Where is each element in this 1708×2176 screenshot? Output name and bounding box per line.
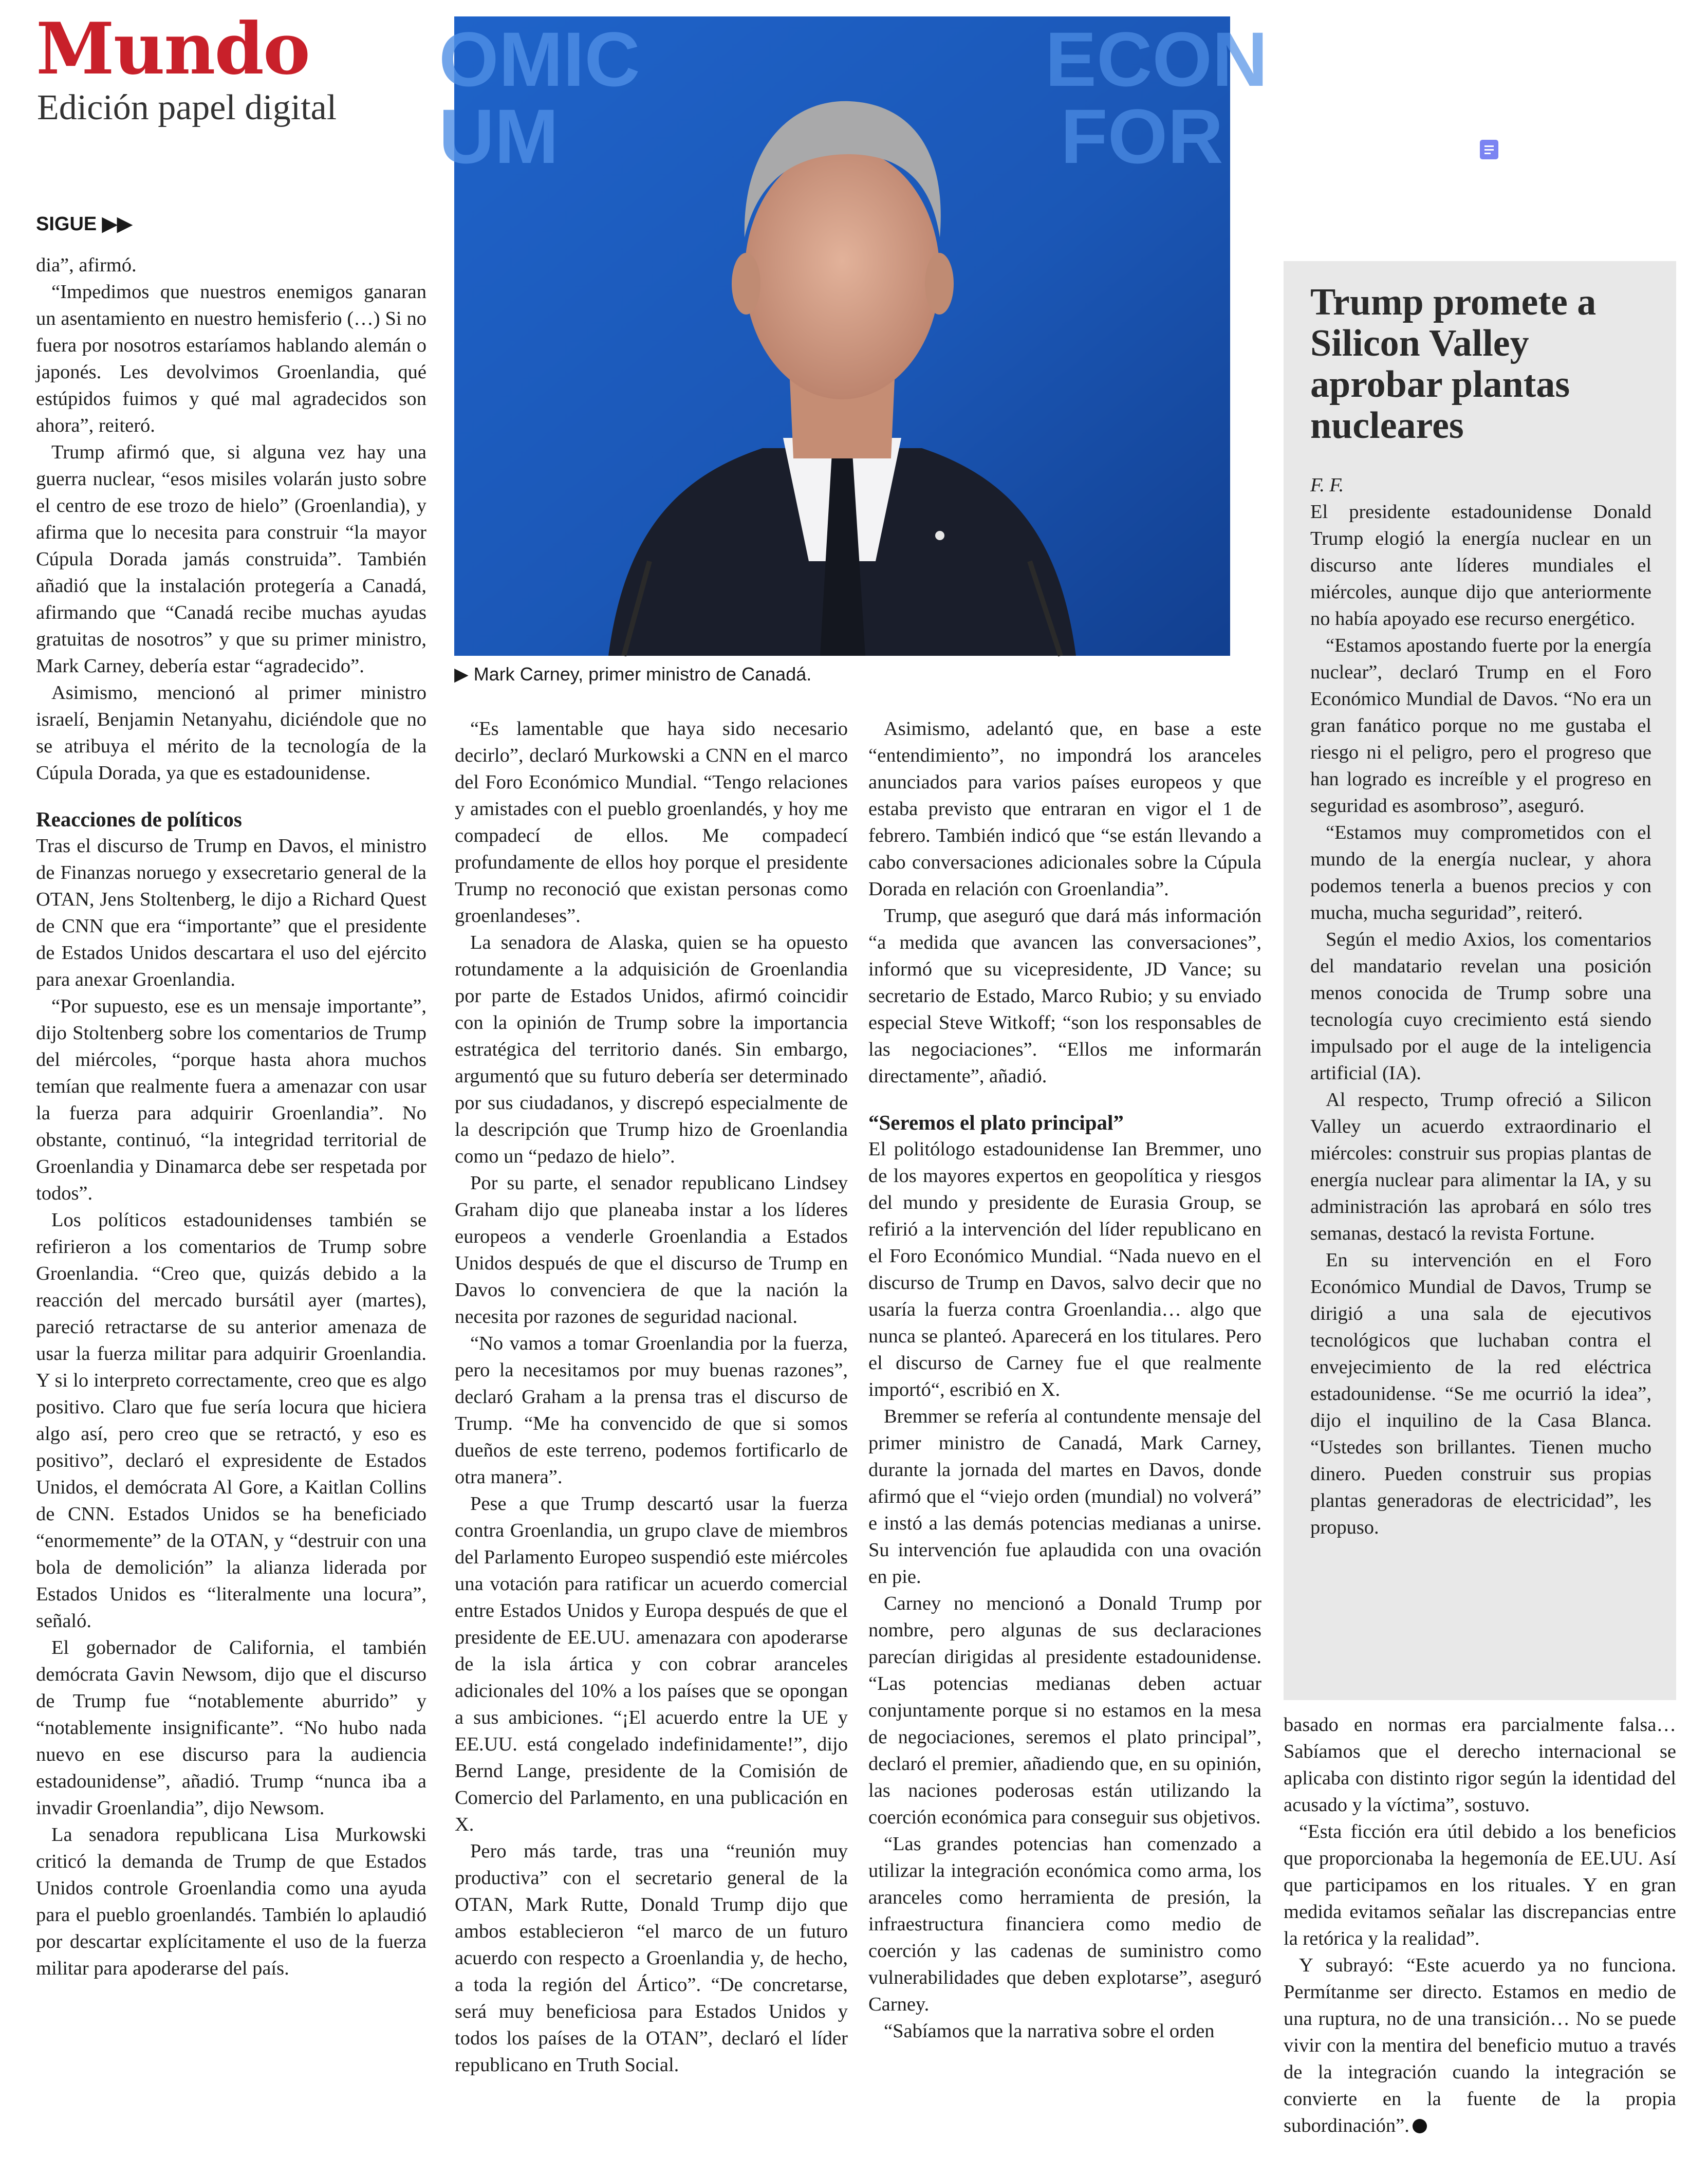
paragraph: Al respecto, Trump ofreció a Silicon Valley un acuerdo extraordinario el miércoles: construir sus propias plantas de energía nuclear para alimentar la IA, y su administración las aprobará en sólo tres semanas, destacó la revista Fortune. — [1310, 1089, 1651, 1244]
end-mark-icon — [1413, 2119, 1427, 2133]
column-4 — [1284, 1711, 1676, 2139]
paragraph: Los políticos estadounidenses también se refirieron a los comentarios de Trump sobre Groenlandia. “Creo que, quizás debido a la reacción del mercado bursátil ayer (martes), pareció retractarse de su anterior amenaza de usar la fuerza militar para adquirir Groenlandia. Y si lo interpreto correctamente, creo que es algo positivo. Claro que fue sería locura que hiciera algo así, pero creo que se retractó, y eso es positivo”, declaró el expresidente de Estados Unidos, el demócrata Al Gore, a Kaitlan Collins de CNN. Estados Unidos se ha beneficiado “enormemente” de la OTAN, y “destruir con una bola de demolición” la alianza liderada por Estados Unidos es “literalmente una locura”, señaló. — [36, 1209, 426, 1632]
paragraph: “Impedimos que nuestros enemigos ganaran un asentamiento en nuestro hemisferio (…) Si no fuera por nosotros estaríamos hablando alemán o japonés. Les devolvimos Groenlandia, qué estúpidos fuimos y qué mal agradecidos son ahora”, reiteró. — [36, 281, 426, 436]
paragraph: “Esta ficción era útil debido a los beneficios que proporcionaba la hegemonía de EE.UU. Así que participamos en los rituales. Y en gran medida evitamos señalar las discrepancias entre la retórica y la realidad”. — [1284, 1821, 1676, 1949]
subheading-reacciones: Reacciones de políticos — [36, 807, 242, 831]
paragraph: “Por supuesto, ese es un mensaje importante”, dijo Stoltenberg sobre los comentarios de Trump del miércoles, “porque hasta ahora muchos temían que realmente fuera a amenazar con usar la fuerza para adquirir Groenlandia”. No obstante, continuó, “la integridad territorial de Groenlandia y Dinamarca debe ser respetada por todos”. — [36, 995, 426, 1204]
paragraph: El gobernador de California, el también demócrata Gavin Newsom, dijo que el discurso de Trump fue “notablemente aburrido” y “notablemente insignificante”. “No hubo nada nuevo en ese discurso para la audiencia estadounidense”, añadió. Trump “nunca iba a invadir Groenlandia”, dijo Newsom. — [36, 1637, 426, 1819]
paragraph: “Estamos muy comprometidos con el mundo de la energía nuclear, y ahora podemos tenerla a buenos precios y con mucha, mucha seguridad”, reiteró. — [1310, 822, 1651, 924]
paragraph: Bremmer se refería al contundente mensaje del primer ministro de Canadá, Mark Carney, durante la jornada del martes en Davos, donde afirmó que el “viejo orden (mundial) no volverá” e instó a las demás potencias medianas a unirse. Su intervención fue aplaudida con una ovación en pie. — [868, 1406, 1261, 1588]
paragraph: “Sabíamos que la narrativa sobre el orden — [884, 2020, 1215, 2042]
paragraph: Pese a que Trump descartó usar la fuerza contra Groenlandia, un grupo clave de miembros del Parlamento Europeo suspendió este miércoles una votación para ratificar un acuerdo comercial entre Estados Unidos y Europa después de que el presidente de EE.UU. amenazara con apoderarse de la isla ártica y con cobrar aranceles adicionales del 10% a los países que se opongan a sus ambiciones. “¡El acuerdo entre la UE y EE.UU. está congelado indefinidamente!”, dijo Bernd Lange, presidente de la Comisión de Comercio del Parlamento, en una publicación en X. — [455, 1493, 848, 1835]
sidebar-author: F. F. — [1310, 474, 1344, 496]
paragraph — [1284, 1952, 1676, 2139]
paragraph: En su intervención en el Foro Económico Mundial de Davos, Trump se dirigió a una sala de ejecutivos tecnológicos que luchaban contra el envejecimiento de la red eléctrica estadounidense. “Se me ocurrió la idea”, dijo el inquilino de la Casa Blanca. “Ustedes son brillantes. Tienen mucho dinero. Pueden construir sus propias plantas generadoras de electricidad”, les propuso. — [1310, 1249, 1651, 1538]
paragraph-text: Y subrayó: “Este acuerdo ya no funciona. Permítanme ser directo. Estamos en medio de una ruptura, no de una transición… No se puede vivir con la mentira del beneficio mutuo a través de la integración cuando la integración se convierte en la fuente de la propia subordinación”. — [1284, 1954, 1676, 2136]
paragraph: La senadora republicana Lisa Murkowski criticó la demanda de Trump de que Estados Unidos controle Groenlandia como una ayuda para el pueblo groenlandés. También lo aplaudió por descartar explícitamente el uso de la fuerza militar para apoderarse del país. — [36, 1824, 426, 1979]
paragraph: El politólogo estadounidense Ian Bremmer, uno de los mayores expertos en geopolítica y riesgos del mundo y presidente de Eurasia Group, se refirió a la intervención del líder republicano en el Foro Económico Mundial. “Nada nuevo en el discurso de Trump en Davos, salvo decir que no usaría la fuerza contra Groenlandia… algo que nunca se planteó. Aparecerá en los titulares. Pero el discurso de Carney fue el que realmente importó“, escribió en X. — [868, 1138, 1261, 1400]
paragraph: basado en normas era parcialmente falsa… Sabíamos que el derecho internacional se aplicaba con distinto rigor según la identidad del acusado y la víctima”, sostuvo. — [1284, 1714, 1676, 1816]
paragraph: Pero más tarde, tras una “reunión muy productiva” con el secretario general de la OTAN, Mark Rutte, Donald Trump dijo que ambos establecieron “el marco de un futuro acuerdo con respecto a Groenlandia y, de hecho, a toda la región del Ártico”. “De concretarse, será muy beneficiosa para Estados Unidos y todos los países de la OTAN”, declaró el líder republicano en Truth Social. — [455, 1840, 848, 2076]
sidebar-headline: Trump promete a Silicon Valley aprobar plantas nucleares — [1310, 281, 1596, 447]
paragraph: Carney no mencionó a Donald Trump por nombre, pero algunas de sus declaraciones parecían dirigidas al presidente estadounidense. “Las potencias medianas deben actuar conjuntamente porque si no estamos en la mesa de negociaciones, seremos el plato principal”, declaró el premier, añadiendo que, en su opinión, las naciones poderosas están utilizando la coerción económica para conseguir sus objetivos. — [868, 1593, 1261, 1828]
paragraph: La senadora de Alaska, quien se ha opuesto rotundamente a la adquisición de Groenlandia por parte de Estados Unidos, afirmó coincidir con la opinión de Trump sobre la importancia estratégica del territorio danés. Sin embargo, argumentó que su futuro debería ser determinado por sus ciudadanos, y discrepó especialmente de la descripción que Trump hizo de Groenlandia como un “pedazo de hielo”. — [455, 932, 848, 1167]
paragraph: Asimismo, mencionó al primer ministro israelí, Benjamin Netanyahu, diciéndole que no se atribuya el mérito de la tecnología de la Cúpula Dorada, ya que es estadounidense. — [36, 682, 426, 784]
section-title: Mundo — [36, 7, 309, 90]
comment-icon[interactable] — [1480, 140, 1498, 159]
paragraph: Por su parte, el senador republicano Lindsey Graham dijo que planeaba instar a los líderes europeos a venderle Groenlandia a Estados Unidos después de que el discurso de Trump en Davos lo convenciera de que la nación la necesita por razones de seguridad nacional. — [455, 1172, 848, 1327]
paragraph: “Estamos apostando fuerte por la energía nuclear”, declaró Trump en el Foro Económico Mundial de Davos. “No era un gran fanático porque no me gustaba el riesgo ni el peligro, pero el progreso que han logrado es increíble y el progreso en seguridad es asombroso”, aseguró. — [1310, 635, 1651, 817]
svg-text:FOR: FOR — [1061, 93, 1223, 179]
edition-subtitle: Edición papel digital — [37, 88, 337, 127]
photo-mark-carney — [439, 16, 1268, 656]
photo-illustration — [439, 16, 1268, 656]
paragraph: El presidente estadounidense Donald Trump elogió la energía nuclear en un discurso ante líderes mundiales el miércoles, aunque dijo que anteriormente no había apoyado ese recurso energético. — [1310, 501, 1651, 630]
column-1 — [36, 252, 426, 1982]
paragraph: Trump afirmó que, si alguna vez hay una guerra nuclear, “esos misiles volarán justo sobre el centro de ese trozo de hielo” (Groenlandia), y afirma que lo necesita para construir “la mayor Cúpula Dorada jamás construida”. También añadió que la instalación protegería a Canadá, afirmando que “Canadá recibe muchas ayudas gratuitas de nosotros” y que su primer ministro, Mark Carney, debería estar “agradecido”. — [36, 441, 426, 677]
paragraph: “No vamos a tomar Groenlandia por la fuerza, pero la necesitamos por muy buenas razones”, declaró Graham a la prensa tras el discurso de Trump. “Me ha convencido de que si somos dueños de este terreno, podemos fortificarlo de otra manera”. — [455, 1333, 848, 1488]
backdrop-text-right: ECON — [1045, 16, 1268, 102]
column-3 — [868, 715, 1261, 2044]
paragraph: “Las grandes potencias han comenzado a utilizar la integración económica como arma, los aranceles como herramienta de presión, la infraestructura financiera como medio de coerción y las cadenas de suministro como vulnerabilidades que deben explotarse”, aseguró Carney. — [868, 1833, 1261, 2015]
subheading-plato-principal: “Seremos el plato principal” — [868, 1111, 1124, 1134]
paragraph: Según el medio Axios, los comentarios del mandatario revelan una posición menos conocida de Trump sobre una tecnología cuyo crecimiento está siendo impulsado por el auge de la inteligencia artificial (IA). — [1310, 929, 1651, 1084]
photo-caption: ▶ Mark Carney, primer ministro de Canadá. — [454, 663, 812, 685]
column-2 — [455, 715, 848, 2078]
backdrop-text-left: OMIC — [439, 16, 640, 102]
paragraph: “Es lamentable que haya sido necesario decirlo”, declaró Murkowski a CNN en el marco del Foro Económico Mundial. “Tengo relaciones y amistades con el pueblo groenlandés, y hoy me compadecí de ellos. Me compadecí profundamente de ellos hoy porque el presidente Trump no reconoció que existan personas como groenlandeses”. — [455, 718, 848, 927]
paragraph: dia”, afirmó. — [36, 254, 137, 276]
paragraph: Tras el discurso de Trump en Davos, el ministro de Finanzas noruego y exsecretario general de la OTAN, Jens Stoltenberg, le dijo a Richard Quest de CNN que era “importante” que el presidente de Estados Unidos descartara el uso del ejército para anexar Groenlandia. — [36, 835, 426, 990]
svg-text:UM: UM — [439, 93, 559, 179]
sidebar-body — [1310, 499, 1651, 1541]
paragraph: Asimismo, adelantó que, en base a este “entendimiento”, no impondrá los aranceles anunciados para varios países europeos y que estaba previsto que entraran en vigor el 1 de febrero. También indicó que “se están llevando a cabo conversaciones adicionales sobre la Cúpula Dorada en relación con Groenlandia”. — [868, 718, 1261, 900]
continued-label: SIGUE ▶▶ — [36, 213, 133, 235]
paragraph: Trump, que aseguró que dará más información “a medida que avancen las conversaciones”, informó que su vicepresidente, JD Vance; su secretario de Estado, Marco Rubio; y su enviado especial Steve Witkoff; “son los responsables de las negociaciones”. “Ellos me informarán directamente”, añadió. — [868, 905, 1261, 1087]
